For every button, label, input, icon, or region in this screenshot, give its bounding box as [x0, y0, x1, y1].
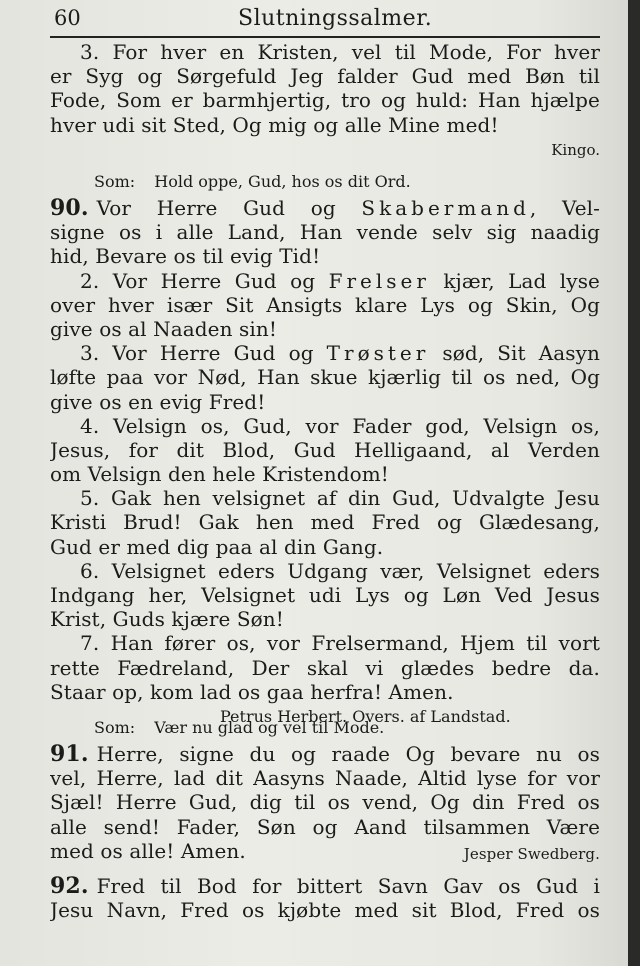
verse-line: Krist, Guds kjære Søn!: [50, 607, 284, 632]
verse-line: er Syg og Sørgefuld Jeg falder Gud med Bøn til: [50, 64, 600, 89]
verse-line: hver udi sit Sted, Og mig og alle Mine med!: [50, 112, 499, 137]
verse-text: , Vel-: [529, 196, 600, 220]
verse-line: 4. Velsign os, Gud, vor Fader god, Velsign os,: [80, 413, 600, 438]
hymn-90: [50, 168, 600, 730]
hymn-number: 92.: [50, 874, 89, 899]
verse-line: signe os i alle Land, Han vende selv sig naadig: [50, 220, 600, 245]
tune-title: Vær nu glad og vel til Mode.: [154, 718, 385, 737]
verse-line: vel, Herre, lad dit Aasyns Naade, Altid lyse for vor: [50, 766, 600, 791]
emphasized-word: Frelser: [328, 268, 430, 293]
verse-line: løfte paa vor Nød, Han skue kjærlig til os ned, Og: [50, 365, 600, 390]
tune-reference: [50, 168, 600, 196]
verse-line: give os al Naaden sin!: [50, 316, 278, 341]
hymn-92: [50, 874, 600, 922]
verse-text: Vor Herre Gud og: [96, 196, 362, 220]
hymn-91: [50, 714, 600, 863]
verse-text: med os alle! Amen.: [50, 838, 246, 863]
verse-line: [50, 341, 600, 365]
verse-text: 2. Vor Herre Gud og: [80, 268, 329, 293]
page-number: 60: [54, 6, 81, 30]
verse-line: [50, 839, 600, 863]
verse-line: rette Fædreland, Der skal vi glædes bedre da.: [50, 655, 600, 680]
verse-line: [50, 196, 600, 220]
verse-text: Herre, signe du og raade Og bevare nu os: [96, 742, 600, 766]
hymn-author: Jesper Swedberg.: [463, 844, 600, 863]
page-header: [50, 2, 600, 38]
hymn-attribution: Petrus Herbert. Overs. af Landstad.: [220, 706, 511, 726]
verse-line: 3. For hver en Kristen, vel til Mode, For hver: [80, 40, 600, 64]
verse-line: 7. Han fører os, vor Frelsermand, Hjem til vort: [80, 631, 600, 656]
verse-text: 3. Vor Herre Gud og: [80, 341, 327, 366]
verse-text: kjær, Lad lyse: [429, 268, 600, 293]
verse-line: over hver især Sit Ansigts klare Lys og Skin, Og: [50, 292, 600, 317]
running-title: Slutningssalmer.: [238, 6, 433, 31]
verse-line: 5. Gak hen velsignet af din Gud, Udvalgte Jesu: [80, 486, 600, 511]
verse-line: Jesus, for dit Blod, Gud Helligaand, al Verden: [50, 437, 600, 462]
verse-line: Fode, Som er barmhjertig, tro og huld: Han hjælpe: [50, 88, 600, 113]
verse-line: Jesu Navn, Fred os kjøbte med sit Blod, Fred os: [50, 898, 600, 923]
hymn-number: 91.: [50, 742, 89, 767]
verse-text: Fred til Bod for bittert Savn Gav os Gud i: [96, 874, 600, 898]
emphasized-word: Skabermand: [361, 196, 530, 220]
verse-text: sød, Sit Aasyn: [429, 341, 600, 366]
tune-label: Som:: [94, 172, 136, 191]
verse-line: Indgang her, Velsignet udi Lys og Løn Ved Jesus: [50, 583, 600, 607]
verse-line: 6. Velsignet eders Udgang vær, Velsignet eders: [80, 558, 600, 583]
tune-title: Hold oppe, Gud, hos os dit Ord.: [154, 172, 411, 191]
hymn-number: 90.: [50, 196, 89, 221]
verse-line: [50, 874, 600, 898]
verse-line: Sjæl! Herre Gud, dig til os vend, Og din Fred os: [50, 790, 600, 815]
verse-line: Gud er med dig paa al din Gang.: [50, 534, 384, 559]
verse-line: [50, 269, 600, 293]
verse-line: Kristi Brud! Gak hen med Fred og Glædesang,: [50, 510, 600, 535]
verse-line: Staar op, kom lad os gaa herfra! Amen.: [50, 679, 454, 704]
verse-line: give os en evig Fred!: [50, 389, 266, 414]
previous-hymn-stanza: [50, 40, 600, 163]
author-kingo: Kingo.: [551, 140, 600, 159]
verse-line: alle send! Fader, Søn og Aand tilsammen Være: [50, 814, 600, 839]
tune-reference: [50, 714, 600, 742]
verse-line: om Velsign den hele Kristendom!: [50, 462, 389, 487]
emphasized-word: Trøster: [326, 341, 430, 366]
tune-label: Som:: [94, 718, 136, 737]
verse-line: hid, Bevare os til evig Tid!: [50, 244, 321, 269]
verse-line: [50, 742, 600, 766]
